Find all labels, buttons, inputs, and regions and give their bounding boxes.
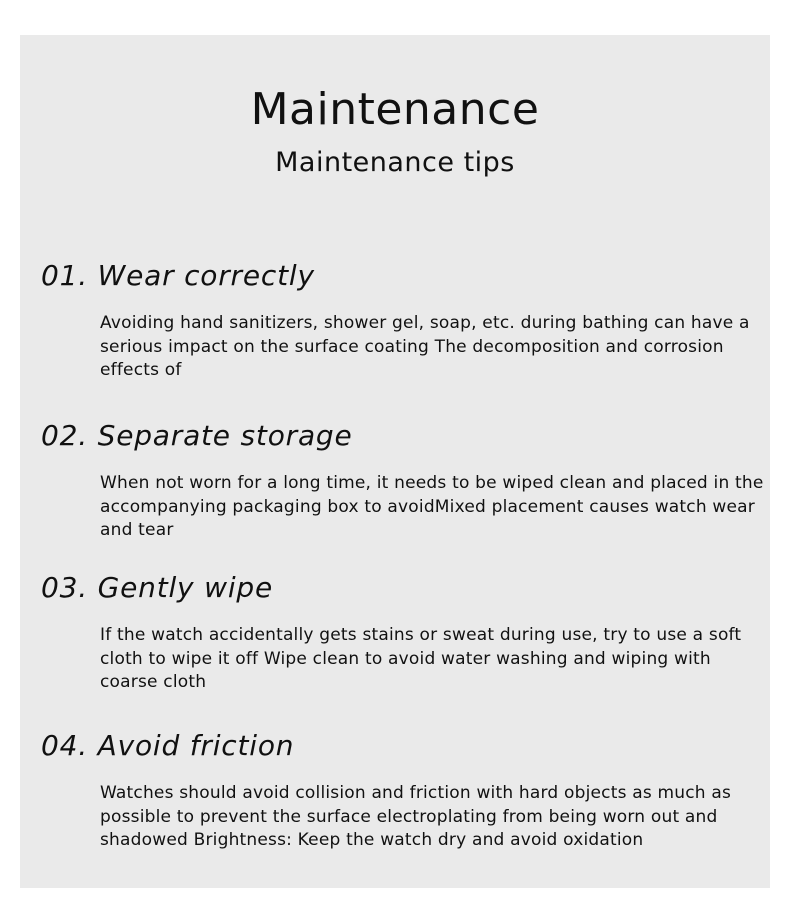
section-body: Watches should avoid collision and friction with hard objects as much as possible to prevent the surface electroplating from being worn out and shadowed Brightness: Keep the watch dry and avoid oxidation (100, 783, 732, 850)
section-heading: 01. Wear correctly (41, 259, 315, 292)
section-heading: 02. Separate storage (41, 419, 353, 452)
section-body: If the watch accidentally gets stains or sweat during use, try to use a soft cloth to wipe it off Wipe clean to avoid water washing and wiping with coarse cloth (100, 625, 742, 692)
section-body: When not worn for a long time, it needs to be wiped clean and placed in the accompanying packaging box to avoidMixed placement causes watch wear and tear (100, 473, 764, 540)
page-title: Maintenance (250, 84, 540, 135)
section-body: Avoiding hand sanitizers, shower gel, soap, etc. during bathing can have a serious impact on the surface coating The decomposition and corrosion effects of (100, 313, 750, 380)
section-heading: 03. Gently wipe (41, 571, 274, 604)
page-subtitle: Maintenance tips (275, 147, 515, 178)
section-heading: 04. Avoid friction (41, 729, 295, 762)
